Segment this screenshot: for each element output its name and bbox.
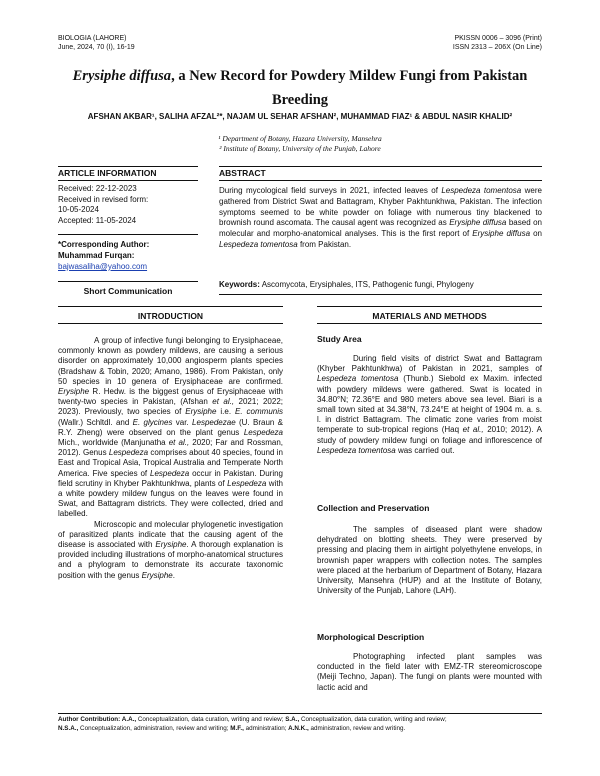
intro-text: A group of infective fungi belonging to Erysiphaceae, commonly known as powdery mildews, are causing a serious disorder on approximately 10,000 angiosperm plants species (Bradshaw & Tobin, 2020; Amano, 1986). From Pakistan, only 50 species in 10 genera of Erysiphaceae are confirmed. Erysiphe R. Hedw. is the biggest genus of Erysiphaceae with twenty-two species in Pakistan, (Afshan et al., 2021; 2022; 2023). Previously, two species of Erysiphe i.e. E. communis (Wallr.) Schltdl. and E. glycines var. Lespedezae (U. Braun & R.Y. Zheng) were observed on the plant genus Lespedeza Mich., worldwide (Manjunatha et al., 2020; Far and Rossman, 2012). Genus Lespedeza comprises about 40 species, found in East and Tropical Asia, Tropical Australia and Temperate North America. Five species of Lespedeza occur in Pakistan. During field scrutiny in Khyber Pakhtunkhwa, plants of Lespedeza with a white powdery mildew fungus on the leaves were found in Swat, and Battagram districts. They were collected, dried and labelled. Microscopic and molecular phylogenetic investigation of parasitized plants indicate that the causing agent of the disease is associated with Erysiphe. A thorough explanation is provided including illustrations of morpho-anatomical structures and a phylogram to demonstrate its accurate taxonomic position with the genus Erysiphe. bbox=[58, 336, 284, 580]
divider bbox=[219, 166, 542, 167]
divider bbox=[58, 713, 542, 714]
title-species: Erysiphe diffusa bbox=[72, 68, 172, 84]
divider bbox=[317, 323, 542, 324]
affiliation-2: ² Institute of Botany, University of the Punjab, Lahore bbox=[219, 143, 381, 153]
divider bbox=[219, 180, 542, 181]
divider bbox=[58, 306, 283, 307]
divider bbox=[58, 180, 198, 181]
keywords-label: Keywords: bbox=[219, 280, 260, 289]
morph-text: Photographing infected plant samples was conducted in the field later with EMZ-TR stereomicroscope (Meiji Techno, Japan). The fungi on plants were mounted with lactic acid and bbox=[317, 652, 542, 692]
corr-name: Muhammad Furqan: bbox=[58, 250, 135, 260]
author-contribution: Author Contribution: A.A., Conceptualization, data curation, writing and review; S.A., Conceptualization, data curation, writing and review; N.S.A., Conceptualization, administration, review and writing; M.F., administration; A.N.K., administration, review and writing. bbox=[58, 716, 447, 732]
author-list: AFSHAN AKBAR¹, SALIHA AFZAL²*, NAJAM UL SEHAR AFSHAN², MUHAMMAD FIAZ¹ & ABDUL NASIR KHALID² bbox=[87, 112, 513, 121]
study-area-text: During field visits of district Swat and Battagram (Khyber Pakhtunkhwa) of Pakistan in 2021, samples of Lespedeza tomentosa (Thunb.) Siebold ex Maxim. infected with powdery mildews were gathered. Swat is located in 34.80°N; 72.36°E and 980 meters above sea level. Biari is a small town sited at 34.38°N, 73.24°E at height of 1904 m. a. s. l. in district Battagram. The climatic zone varies from moist temperate to sub-tropical regions (Haq et al., 2010; 2012). A study of powdery mildew fungi on foliage and inflorescence of Lespedeza tomentosa was carried out. bbox=[317, 354, 543, 455]
keywords bbox=[219, 280, 542, 289]
corr-email-link[interactable]: bajwasaliha@yahoo.com bbox=[58, 262, 148, 271]
affiliations bbox=[58, 134, 542, 153]
collection-text: The samples of diseased plant were shadow dehydrated on blotting sheets. They were preserved by pressing and placing them in airtight polyethylene envelops, in brownish paper wrappers with collection notes. The samples were placed at the herbarium of Department of Botany, Hazara University, Mansehra (HUP) and at the Institute of Botany, University of the Punjab, Lahore (LAH). bbox=[317, 525, 542, 596]
abstract-heading: ABSTRACT bbox=[219, 168, 266, 178]
received-date: Received: 22-12-2023 bbox=[58, 184, 137, 193]
intro-heading: INTRODUCTION bbox=[137, 311, 204, 321]
journal-issue: June, 2024, 70 (I), 16-19 bbox=[58, 44, 135, 51]
article-dates bbox=[58, 184, 198, 226]
study-area-heading: Study Area bbox=[317, 334, 362, 344]
corr-label: *Corresponding Author: bbox=[58, 240, 150, 249]
collection-heading: Collection and Preservation bbox=[317, 503, 430, 513]
title-line2: Breeding bbox=[271, 92, 329, 108]
divider bbox=[58, 166, 198, 167]
issn-header bbox=[453, 34, 542, 52]
divider bbox=[219, 294, 542, 295]
divider bbox=[58, 234, 198, 235]
issn: ISSN 2313 – 206X (On Line) bbox=[452, 44, 542, 51]
article-type: Short Communication bbox=[83, 286, 173, 296]
accepted-date: Accepted: 11-05-2024 bbox=[58, 215, 137, 225]
title-rest: , a New Record for Powdery Mildew Fungi from Pakistan bbox=[171, 68, 528, 84]
journal-name: BIOLOGIA (LAHORE) bbox=[58, 35, 127, 42]
divider bbox=[58, 323, 283, 324]
pissn: PKISSN 0006 – 3096 (Print) bbox=[454, 35, 542, 42]
abstract-text: During mycological field surveys in 2021, infected leaves of Lespedeza tomentosa were gathered from District Swat and Battagram, Khyber Pakhtunkhwa, Pakistan. The infection symptoms seemed to be white powder on foliage with numerous tiny blackened to brownish round ascomata. The causal agent was recognized as Erysiphe diffusa based on molecular and morpho-anatomical analyses. This is the first report of Erysiphe diffusa on Lespedeza tomentosa from Pakistan. bbox=[219, 186, 543, 249]
keywords-list: Ascomycota, Erysiphales, ITS, Pathogenic fungi, Phylogeny bbox=[259, 280, 474, 289]
revised-label: Received in revised form: bbox=[58, 194, 149, 204]
methods-heading: MATERIALS AND METHODS bbox=[372, 311, 487, 321]
corresponding-author bbox=[58, 240, 198, 261]
article-info-heading: ARTICLE INFORMATION bbox=[58, 168, 157, 178]
paper-title bbox=[70, 64, 530, 112]
affiliation-1: ¹ Department of Botany, Hazara University, Mansehra bbox=[218, 134, 382, 143]
divider bbox=[317, 306, 542, 307]
morph-heading: Morphological Description bbox=[317, 632, 425, 642]
revised-date: 10-05-2024 bbox=[58, 205, 99, 214]
journal-header bbox=[58, 34, 135, 52]
divider bbox=[58, 281, 198, 282]
